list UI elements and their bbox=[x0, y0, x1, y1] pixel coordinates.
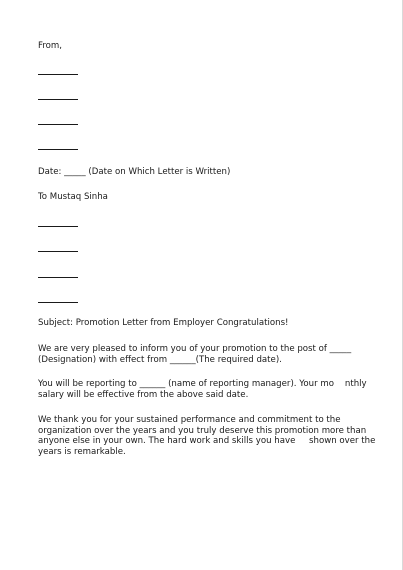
recipient-line: To Mustaq Sinha bbox=[38, 192, 108, 202]
sender-address-blank-3 bbox=[38, 124, 78, 125]
paragraph-3-line-1: We thank you for your sustained performance and commitment to the bbox=[38, 415, 341, 425]
paragraph-3-line-4: years is remarkable. bbox=[38, 446, 126, 457]
recipient-address-blank-4 bbox=[38, 302, 78, 303]
date-line: Date: _____ (Date on Which Letter is Written) bbox=[38, 167, 231, 177]
sender-address-blank-4 bbox=[38, 149, 78, 150]
from-label: From, bbox=[38, 41, 63, 51]
paragraph-1-line-1: We are very pleased to inform you of your promotion to the post of _____ bbox=[38, 344, 352, 354]
recipient-address-blank-2 bbox=[38, 251, 78, 252]
sender-address-blank-1 bbox=[38, 74, 78, 75]
subject-line: Subject: Promotion Letter from Employer Congratulations! bbox=[38, 318, 289, 328]
sender-address-blank-2 bbox=[38, 99, 78, 100]
paragraph-1-line-2: (Designation) with effect from ______(The required date). bbox=[38, 354, 282, 365]
recipient-address-blank-1 bbox=[38, 226, 78, 227]
paragraph-2-line-2: salary will be effective from the above said date. bbox=[38, 389, 249, 400]
recipient-address-blank-3 bbox=[38, 277, 78, 278]
paragraph-3-line-2: organization over the years and you truly deserve this promotion more than bbox=[38, 425, 367, 436]
paragraph-3-line-3: anyone else in your own. The hard work and skills you have shown over the bbox=[38, 436, 376, 446]
paragraph-2-line-1: You will be reporting to ______ (name of reporting manager). Your mo nthly bbox=[38, 379, 367, 389]
